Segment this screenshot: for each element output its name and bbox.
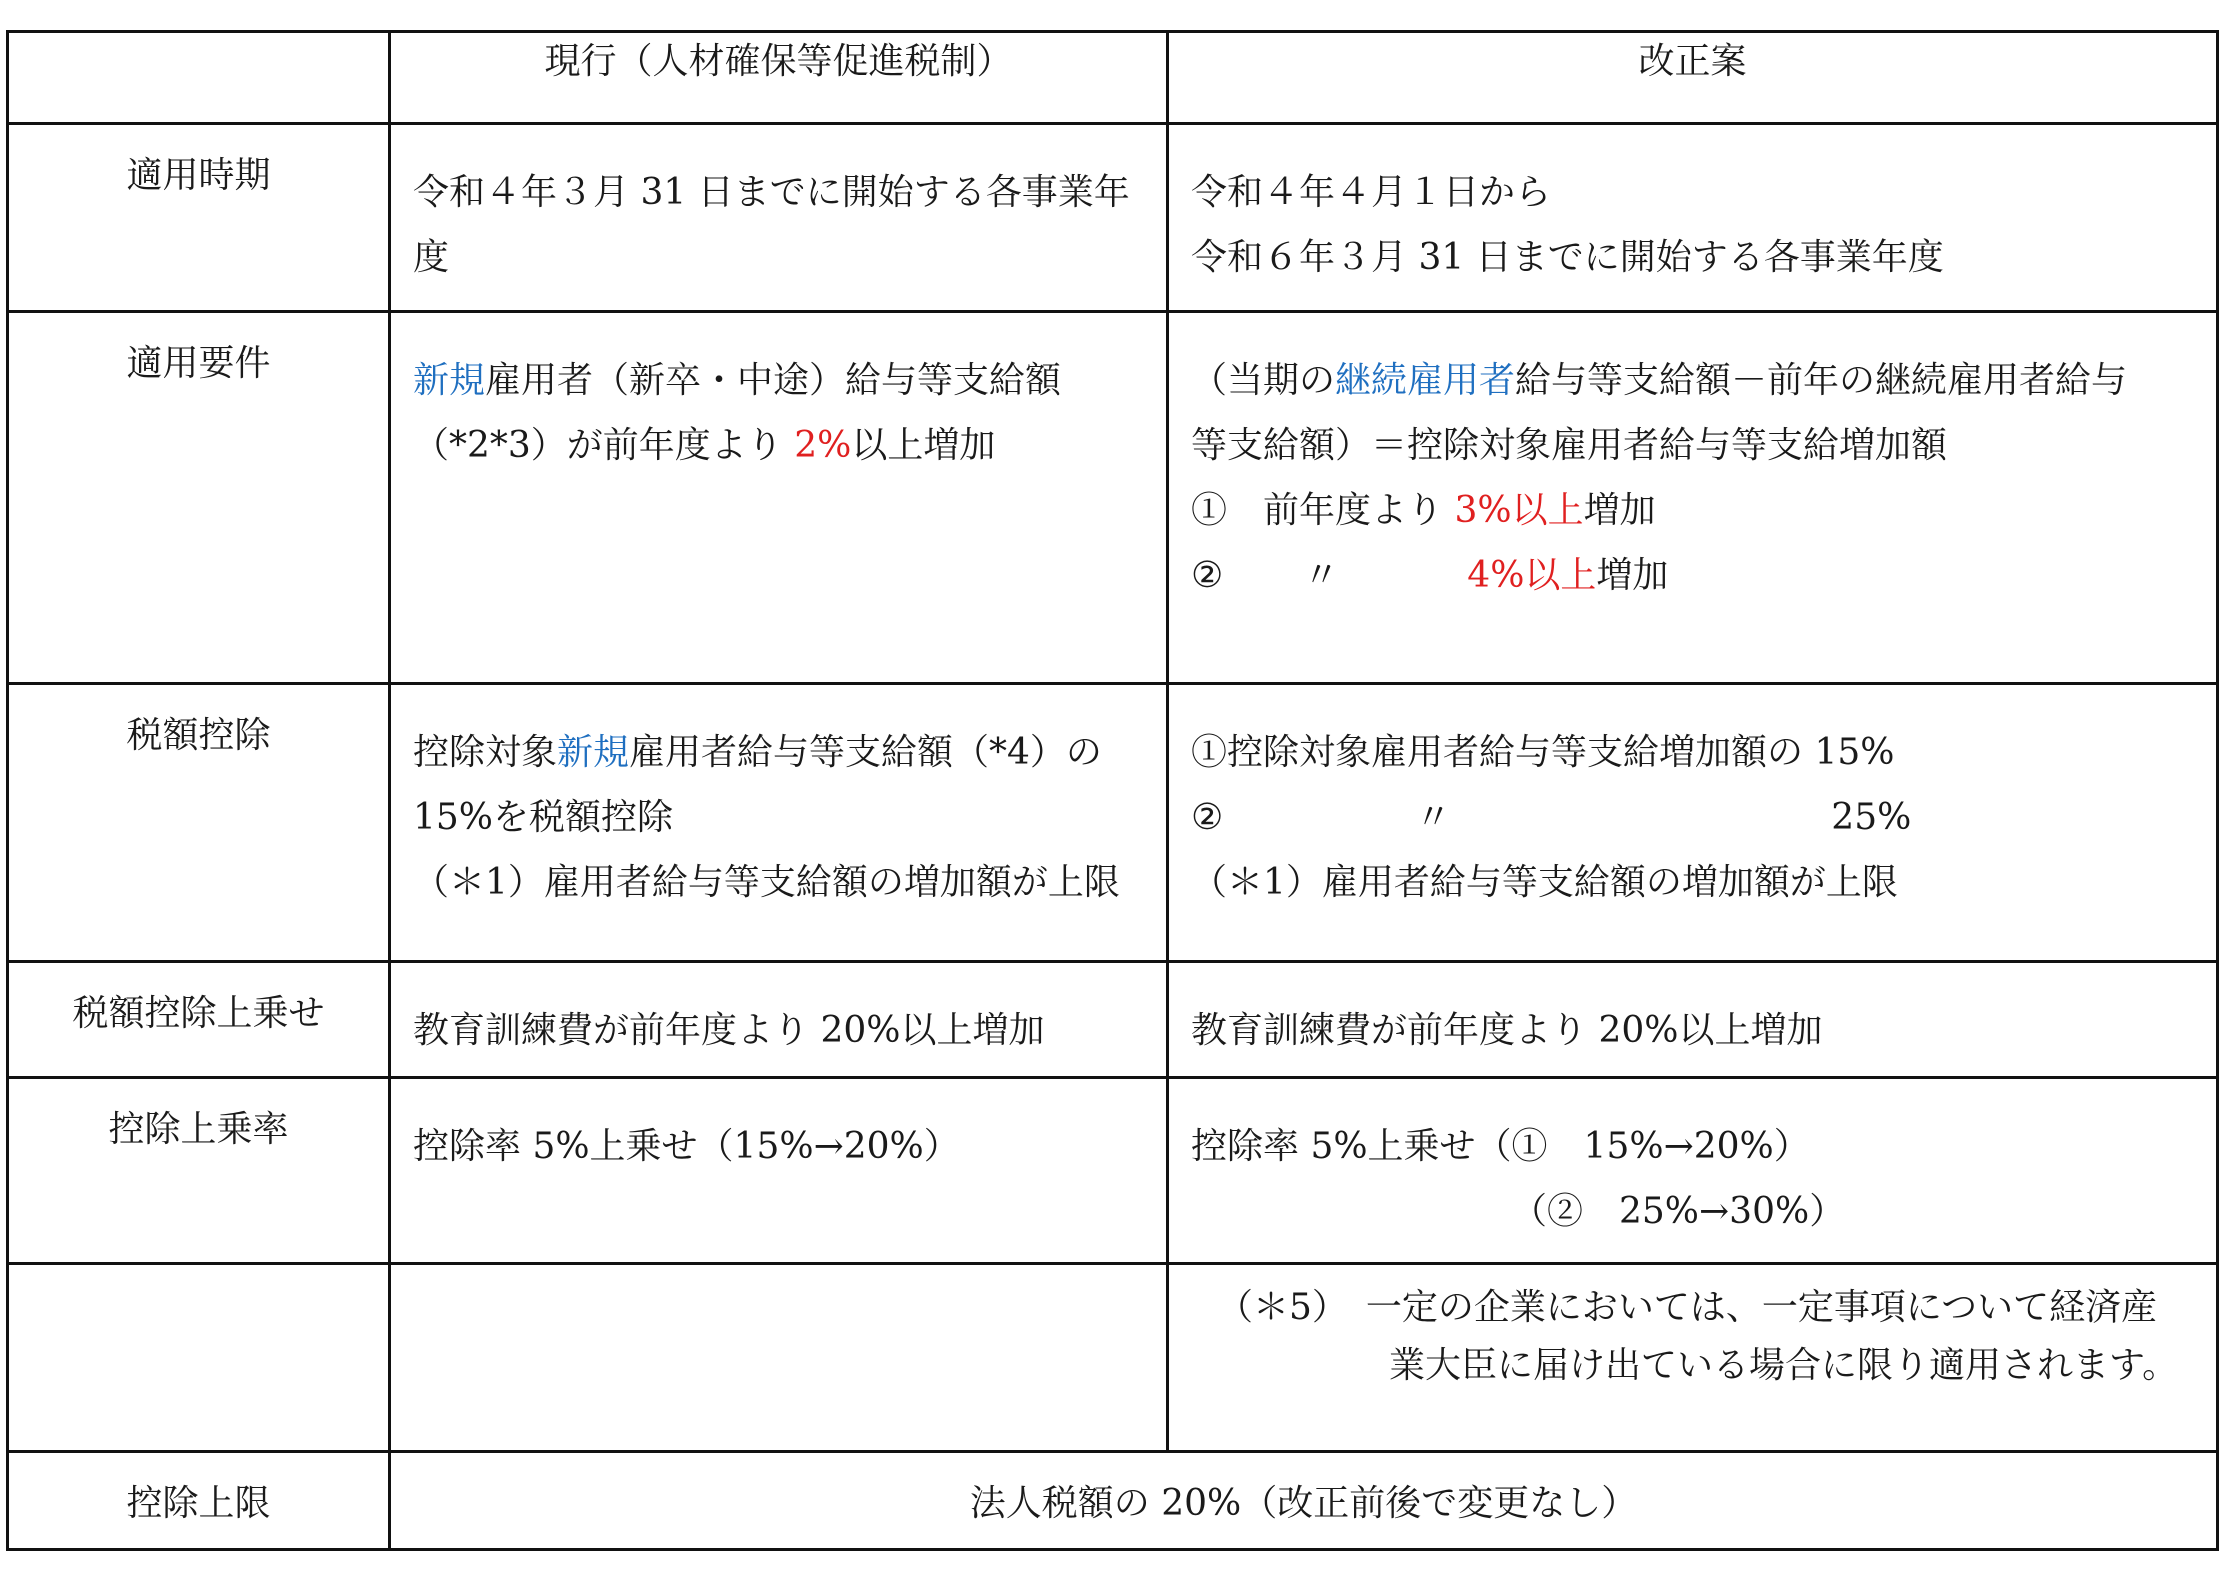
requirement-proposed-line-4a: ② <box>1191 555 1224 596</box>
note-proposed-line-1: （＊5） 一定の企業においては、一定事項について経済産 <box>1217 1287 2158 1328</box>
row-label-rate: 控除上乗率 <box>8 1078 390 1264</box>
row-extra <box>8 962 2218 1078</box>
requirement-proposed <box>1168 312 2218 684</box>
deduction-current <box>390 684 1168 962</box>
requirement-proposed-line-2: 等支給額）＝控除対象雇用者給与等支給増加額 <box>1191 425 1948 466</box>
deduction-proposed-line-3: （＊1）雇用者給与等支給額の増加額が上限 <box>1191 862 1898 903</box>
extra-current <box>390 962 1168 1078</box>
requirement-proposed-line-4 <box>1191 530 2202 621</box>
requirement-proposed-line-3a: ① 前年度より <box>1191 490 1455 531</box>
row-label-note <box>8 1264 390 1452</box>
row-label-period: 適用時期 <box>8 124 390 312</box>
row-label-extra: 税額控除上乗せ <box>8 962 390 1078</box>
row-limit <box>8 1452 2218 1550</box>
deduction-current-line-3: （＊1）雇用者給与等支給額の増加額が上限 <box>413 862 1120 903</box>
row-rate <box>8 1078 2218 1264</box>
requirement-current-line-2c: 以上増加 <box>851 425 996 466</box>
ditto-mark: 〃 <box>1415 797 1452 838</box>
extra-proposed <box>1168 962 2218 1078</box>
header-proposed: 改正案 <box>1168 32 2218 124</box>
header-current: 現行（人材確保等促進税制） <box>390 32 1168 124</box>
extra-current-line: 教育訓練費が前年度より 20%以上増加 <box>413 1010 1045 1051</box>
deduction-current-line-1a: 控除対象 <box>413 732 558 773</box>
requirement-current-pct: 2% <box>794 425 852 466</box>
row-label-deduction: 税額控除 <box>8 684 390 962</box>
requirement-proposed-pct-3: 3%以上 <box>1454 490 1584 531</box>
deduction-proposed-line-2a: ② <box>1191 797 1224 838</box>
period-proposed-line-1: 令和４年４月１日から <box>1191 172 1552 213</box>
header-row <box>8 32 2218 124</box>
row-label-limit: 控除上限 <box>8 1452 390 1550</box>
deduction-proposed <box>1168 684 2218 962</box>
row-label-requirement: 適用要件 <box>8 312 390 684</box>
rate-current-line: 控除率 5%上乗せ（15%→20%） <box>413 1126 960 1167</box>
note-proposed-line-2: 業大臣に届け出ている場合に限り適用されます。 <box>1389 1345 2179 1386</box>
period-current-line-2: 度 <box>413 237 450 278</box>
deduction-current-line-1c: 雇用者給与等支給額（*4）の <box>629 732 1102 773</box>
note-proposed <box>1168 1264 2218 1452</box>
extra-proposed-line: 教育訓練費が前年度より 20%以上増加 <box>1191 1010 1823 1051</box>
header-label-cell <box>8 32 390 124</box>
comparison-table <box>6 30 2219 1551</box>
requirement-proposed-line-4d: 増加 <box>1596 555 1669 596</box>
requirement-proposed-line-3c: 増加 <box>1583 490 1656 531</box>
requirement-proposed-line-1a: （当期の <box>1191 360 1336 401</box>
deduction-proposed-pct: 25% <box>1831 797 1912 838</box>
requirement-proposed-continuing: 継続雇用者 <box>1335 360 1516 401</box>
note-current <box>390 1264 1168 1452</box>
requirement-current-line-1-text: 雇用者（新卒・中途）給与等支給額 <box>485 360 1062 401</box>
requirement-current <box>390 312 1168 684</box>
rate-proposed-line-1: 控除率 5%上乗せ（① 15%→20%） <box>1191 1126 1810 1167</box>
rate-proposed <box>1168 1078 2218 1264</box>
requirement-proposed-line-1c: 給与等支給額－前年の継続雇用者給与 <box>1515 360 2128 401</box>
row-requirement <box>8 312 2218 684</box>
period-current-line-1: 令和４年３月 31 日までに開始する各事業年 <box>413 172 1130 213</box>
period-proposed-line-2: 令和６年３月 31 日までに開始する各事業年度 <box>1191 237 1944 278</box>
ditto-mark: 〃 <box>1303 555 1340 596</box>
deduction-current-new: 新規 <box>557 732 630 773</box>
period-proposed <box>1168 124 2218 312</box>
requirement-current-new: 新規 <box>413 360 486 401</box>
deduction-proposed-line-1: ①控除対象雇用者給与等支給増加額の 15% <box>1191 732 1895 773</box>
period-current <box>390 124 1168 312</box>
deduction-current-line-2: 15%を税額控除 <box>413 797 674 838</box>
limit-value: 法人税額の 20%（改正前後で変更なし） <box>390 1452 2218 1550</box>
rate-proposed-line-2: （② 25%→30%） <box>1511 1191 1846 1232</box>
row-note <box>8 1264 2218 1452</box>
requirement-current-line-2a: （*2*3）が前年度より <box>413 425 795 466</box>
rate-current <box>390 1078 1168 1264</box>
requirement-proposed-pct-4: 4%以上 <box>1467 555 1597 596</box>
row-deduction <box>8 684 2218 962</box>
row-period <box>8 124 2218 312</box>
